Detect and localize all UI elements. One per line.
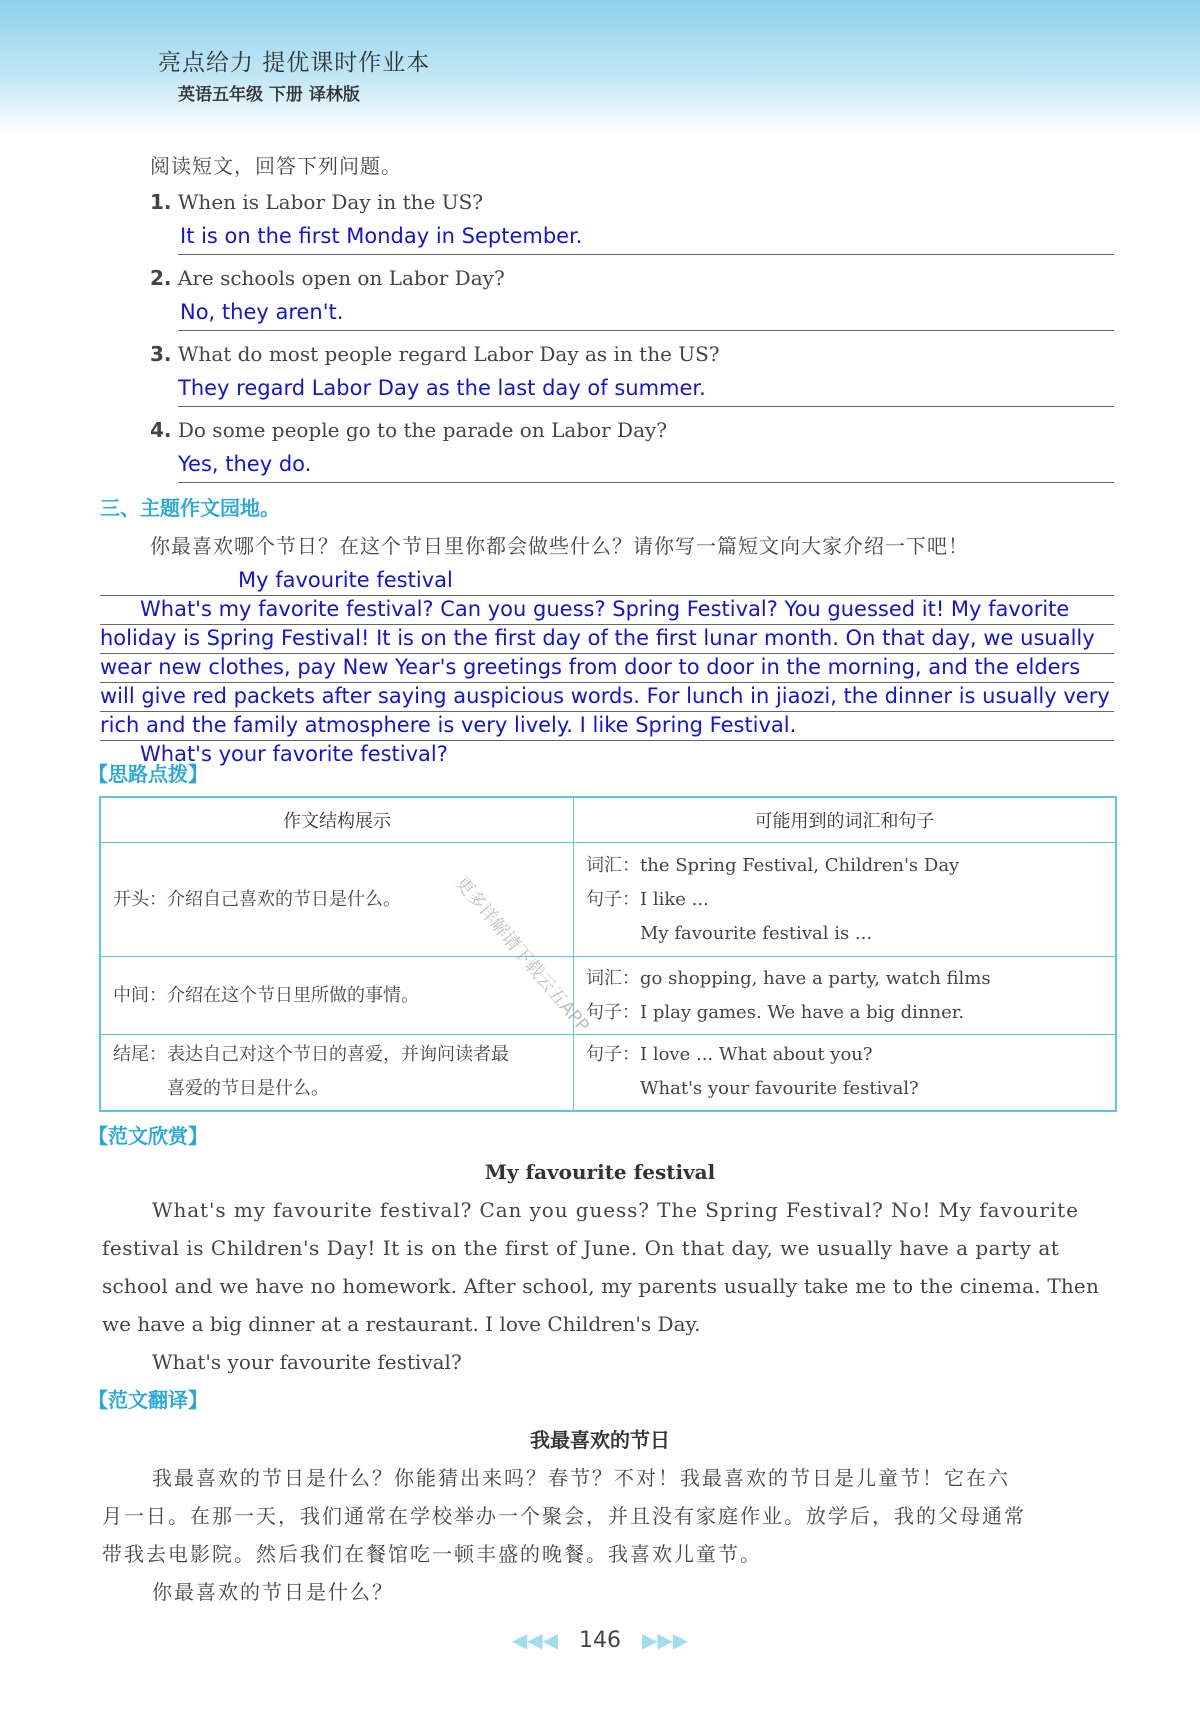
answer-1: It is on the first Monday in September. [180,224,583,248]
writing-line [100,740,1114,741]
essay-line: rich and the family atmosphere is very lively. I like Spring Festival. [100,713,797,737]
table-header: 作文结构展示 [100,797,574,843]
tag-model-essay: 【范文欣赏】 [88,1124,208,1148]
writing-line [100,653,1114,654]
right-arrows-icon: ▶▶▶ [642,1628,689,1652]
answer-2: No, they aren't. [180,300,344,324]
writing-line [100,595,1114,596]
essay-line: holiday is Spring Festival! It is on the first day of the first lunar month. On that day, we usually [100,626,1095,650]
watermark-text: 更多详解请下载云五APP [450,872,593,1037]
model-essay-title: My favourite festival [484,1160,716,1184]
model-essay-line: school and we have no homework. After school, my parents usually take me to the cinema. Then [102,1274,1100,1298]
page-footer [0,1628,1200,1653]
translation-line: 我最喜欢的节日是什么？你能猜出来吗？春节？不对！我最喜欢的节日是儿童节！它在六 [152,1466,1010,1490]
table-cell: 结尾：表达自己对这个节日的喜爱，并询问读者最 喜爱的节日是什么。 [100,1035,574,1111]
table-cell: 句子：I love ... What about you? What's your favourite festival? [574,1035,1117,1111]
tag-thinking-tips: 【思路点拨】 [88,762,208,786]
table-row [100,957,1116,1035]
tag-translation: 【范文翻译】 [88,1388,208,1412]
table-cell: 中间：介绍在这个节日里所做的事情。 [100,957,574,1035]
answer-line [178,254,1114,255]
model-essay-line: we have a big dinner at a restaurant. I love Children's Day. [102,1312,701,1336]
translation-line: 你最喜欢的节日是什么？ [152,1580,394,1604]
model-essay-line: festival is Children's Day! It is on the first of June. On that day, we usually have a party at [102,1236,1060,1260]
essay-line: will give red packets after saying auspicious words. For lunch in jiaozi, the dinner is usually very [100,684,1110,708]
book-subtitle: 英语五年级 下册 译林版 [178,85,360,105]
reading-instruction: 阅读短文，回答下列问题。 [150,154,402,178]
answer-line [178,406,1114,407]
writing-guide-table [99,796,1117,1112]
question-4: 4. Do some people go to the parade on Labor Day? [150,418,668,442]
table-cell: 词汇：the Spring Festival, Children's Day 句子：I like ... My favourite festival is ... [574,843,1117,957]
table-row [100,843,1116,957]
model-essay-line: What's your favourite festival? [152,1350,462,1374]
essay-line: wear new clothes, pay New Year's greetings from door to door in the morning, and the elders [100,655,1081,679]
table-row [100,1035,1116,1111]
table-cell: 开头：介绍自己喜欢的节日是什么。 [100,843,574,957]
table-header: 可能用到的词汇和句子 [574,797,1117,843]
essay-line: What's your favorite festival? [140,742,448,766]
book-title: 亮点给力 提优课时作业本 [158,50,431,76]
table-cell: 词汇：go shopping, have a party, watch films 句子：I play games. We have a big dinner. [574,957,1117,1035]
translation-line: 月一日。在那一天，我们通常在学校举办一个聚会，并且没有家庭作业。放学后，我的父母通常 [102,1504,1026,1528]
answer-line [178,330,1114,331]
essay-title: My favourite festival [238,568,453,592]
essay-line: What's my favorite festival? Can you guess? Spring Festival? You guessed it! My favorite [140,597,1070,621]
question-3: 3. What do most people regard Labor Day as in the US? [150,342,720,366]
translation-title: 我最喜欢的节日 [530,1428,670,1452]
page-number: 146 [579,1628,621,1653]
writing-prompt: 你最喜欢哪个节日？在这个节日里你都会做些什么？请你写一篇短文向大家介绍一下吧！ [150,534,969,558]
writing-line [100,682,1114,683]
answer-line [178,482,1114,483]
writing-line [100,624,1114,625]
question-2: 2. Are schools open on Labor Day? [150,266,505,290]
section-title-writing: 三、主题作文园地。 [100,496,280,520]
table-header-row [100,797,1116,843]
left-arrows-icon: ◀◀◀ [511,1628,558,1652]
writing-line [100,711,1114,712]
translation-line: 带我去电影院。然后我们在餐馆吃一顿丰盛的晚餐。我喜欢儿童节。 [102,1542,762,1566]
model-essay-line: What's my favourite festival? Can you guess? The Spring Festival? No! My favourite [152,1198,1079,1222]
answer-3: They regard Labor Day as the last day of summer. [178,376,706,400]
answer-4: Yes, they do. [178,452,312,476]
question-1: 1. When is Labor Day in the US? [150,190,484,214]
